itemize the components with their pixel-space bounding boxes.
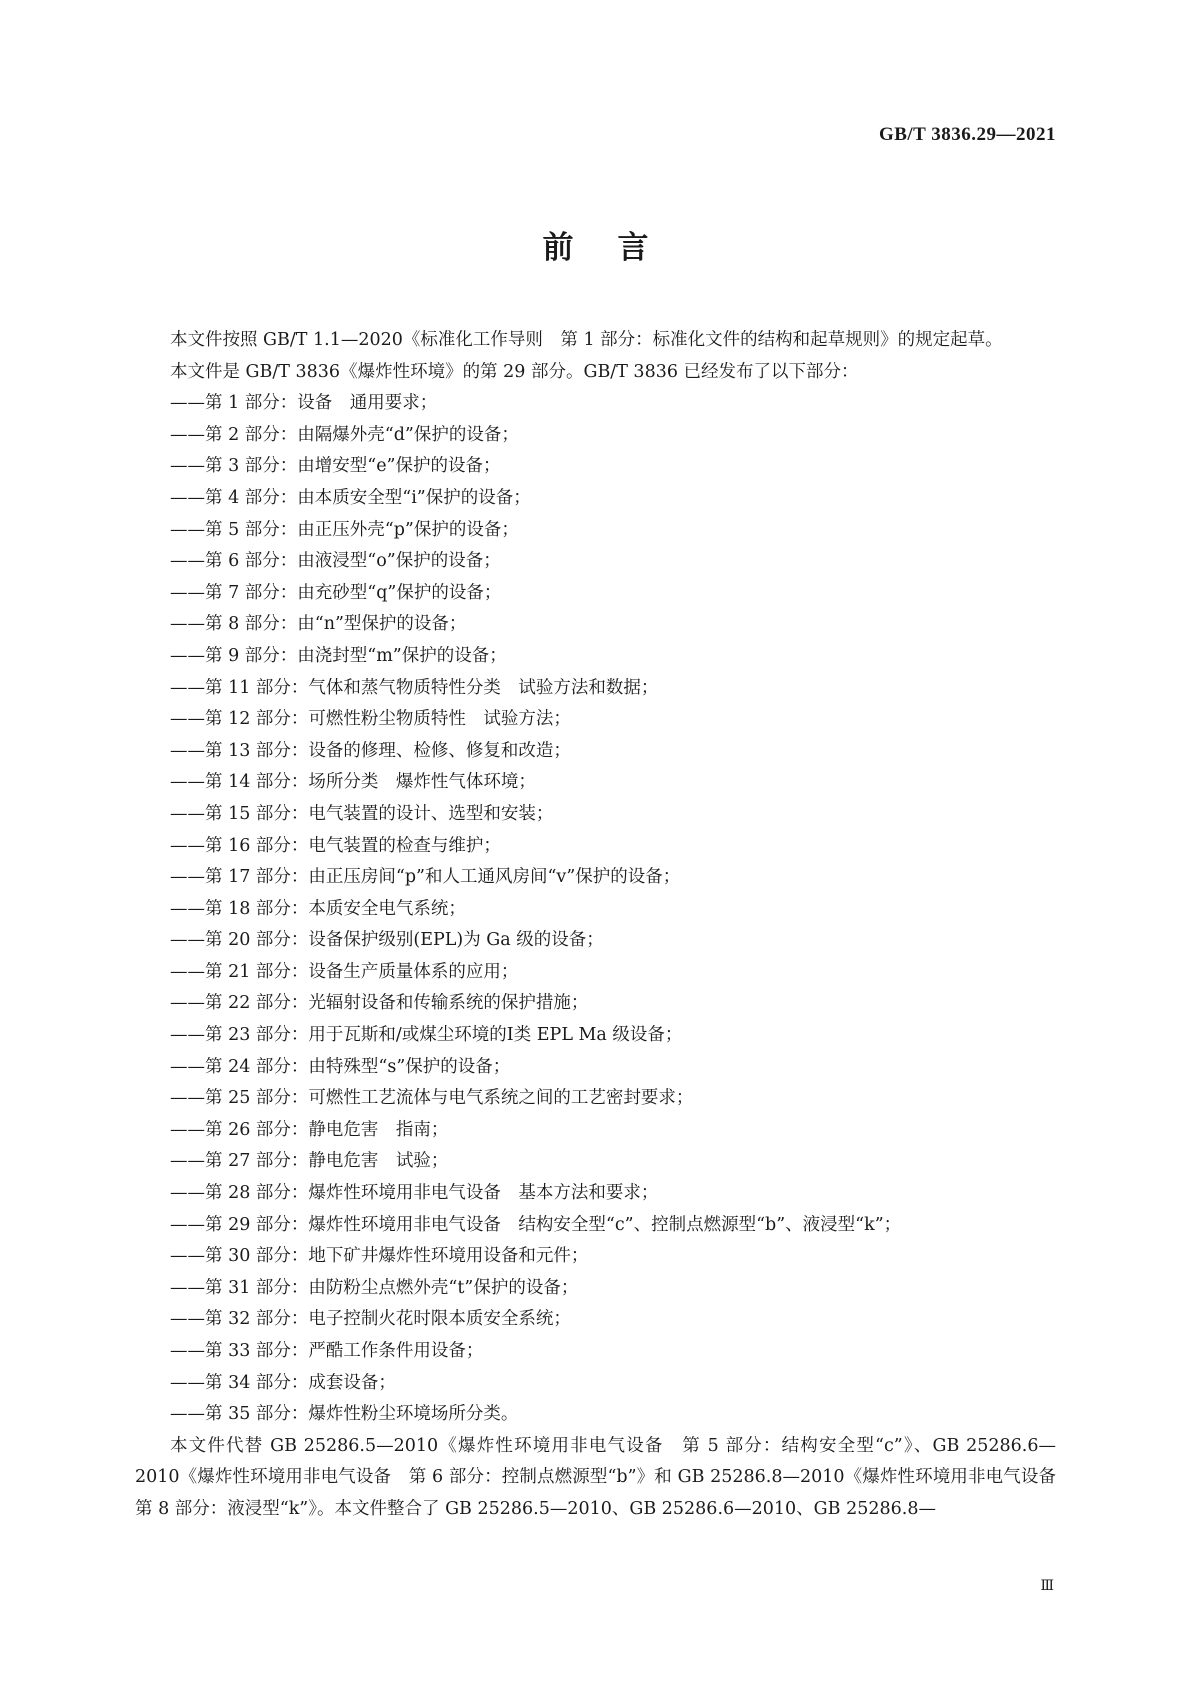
page-number: Ⅲ xyxy=(1040,1579,1055,1594)
list-item: ——第 23 部分：用于瓦斯和/或煤尘环境的Ⅰ类 EPL Ma 级设备； xyxy=(170,1025,683,1046)
list-item: ——第 14 部分：场所分类 爆炸性气体环境； xyxy=(170,772,536,793)
list-item: ——第 9 部分：由浇封型“m”保护的设备； xyxy=(170,645,507,666)
list-item: ——第 24 部分：由特殊型“s”保护的设备； xyxy=(170,1056,511,1077)
list-item: ——第 32 部分：电子控制火花时限本质安全系统； xyxy=(170,1309,571,1330)
list-item: ——第 20 部分：设备保护级别(EPL)为 Ga 级的设备； xyxy=(170,930,604,951)
list-item: ——第 34 部分：成套设备； xyxy=(170,1372,396,1393)
intro-paragraph-1: 本文件按照 GB/T 1.1—2020《标准化工作导则 第 1 部分：标准化文件的结构和起草规则》的规定起草。 xyxy=(170,330,1003,350)
list-item: ——第 31 部分：由防粉尘点燃外壳“t”保护的设备； xyxy=(170,1277,579,1298)
list-item: ——第 25 部分：可燃性工艺流体与电气系统之间的工艺密封要求； xyxy=(170,1088,694,1109)
page-title: 前言 xyxy=(542,230,693,266)
intro-paragraph-2: 本文件是 GB/T 3836《爆炸性环境》的第 29 部分。GB/T 3836 已经发布了以下部分： xyxy=(170,361,859,382)
list-item: ——第 13 部分：设备的修理、检修、修复和改造； xyxy=(170,740,571,761)
standard-number: GB/T 3836.29—2021 xyxy=(878,124,1056,145)
list-item: ——第 26 部分：静电危害 指南； xyxy=(170,1119,449,1140)
list-item: ——第 1 部分：设备 通用要求； xyxy=(170,393,438,414)
list-item: ——第 18 部分：本质安全电气系统； xyxy=(170,898,466,919)
list-item: ——第 30 部分：地下矿井爆炸性环境用设备和元件； xyxy=(170,1246,589,1267)
document-body xyxy=(135,325,1074,1526)
list-item: ——第 11 部分：气体和蒸气物质特性分类 试验方法和数据； xyxy=(170,677,659,698)
list-item: ——第 6 部分：由液浸型“o”保护的设备； xyxy=(170,551,501,572)
list-item: ——第 35 部分：爆炸性粉尘环境场所分类。 xyxy=(170,1404,519,1425)
list-item: ——第 2 部分：由隔爆外壳“d”保护的设备； xyxy=(170,424,519,445)
list-item: ——第 33 部分：严酷工作条件用设备； xyxy=(170,1341,484,1361)
list-item: ——第 8 部分：由“n”型保护的设备； xyxy=(170,614,467,635)
parts-list xyxy=(135,388,1056,1431)
list-item: ——第 4 部分：由本质安全型“i”保护的设备； xyxy=(170,487,531,508)
list-item: ——第 16 部分：电气装置的检查与维护； xyxy=(170,835,501,856)
replacement-paragraph: 本文件代替 GB 25286.5—2010《爆炸性环境用非电气设备 第 5 部分：结构安全型“c”》、GB 25286.6—2010《爆炸性环境用非电气设备 第 6 部分：控制点燃源型“b”》和 GB 25286.8—2010《爆炸性环境用非电气设备 第 8 部分：液浸型“k”》。本文件整合了 GB 25286.5—2010、GB 25286.6—2010、GB 25286.8— xyxy=(135,1435,1074,1519)
list-item: ——第 17 部分：由正压房间“p”和人工通风房间“v”保护的设备； xyxy=(170,867,681,888)
list-item: ——第 12 部分：可燃性粉尘物质特性 试验方法； xyxy=(170,709,571,730)
list-item: ——第 5 部分：由正压外壳“p”保护的设备； xyxy=(170,519,519,540)
list-item: ——第 3 部分：由增安型“e”保护的设备； xyxy=(170,456,501,477)
list-item: ——第 28 部分：爆炸性环境用非电气设备 基本方法和要求； xyxy=(170,1183,659,1204)
list-item: ——第 27 部分：静电危害 试验； xyxy=(170,1151,449,1172)
list-item: ——第 21 部分：设备生产质量体系的应用； xyxy=(170,961,519,982)
list-item: ——第 29 部分：爆炸性环境用非电气设备 结构安全型“c”、控制点燃源型“b”、液浸型“k”； xyxy=(170,1214,902,1235)
list-item: ——第 22 部分：光辐射设备和传输系统的保护措施； xyxy=(170,993,589,1014)
list-item: ——第 7 部分：由充砂型“q”保护的设备； xyxy=(170,582,502,603)
list-item: ——第 15 部分：电气装置的设计、选型和安装； xyxy=(170,803,554,824)
